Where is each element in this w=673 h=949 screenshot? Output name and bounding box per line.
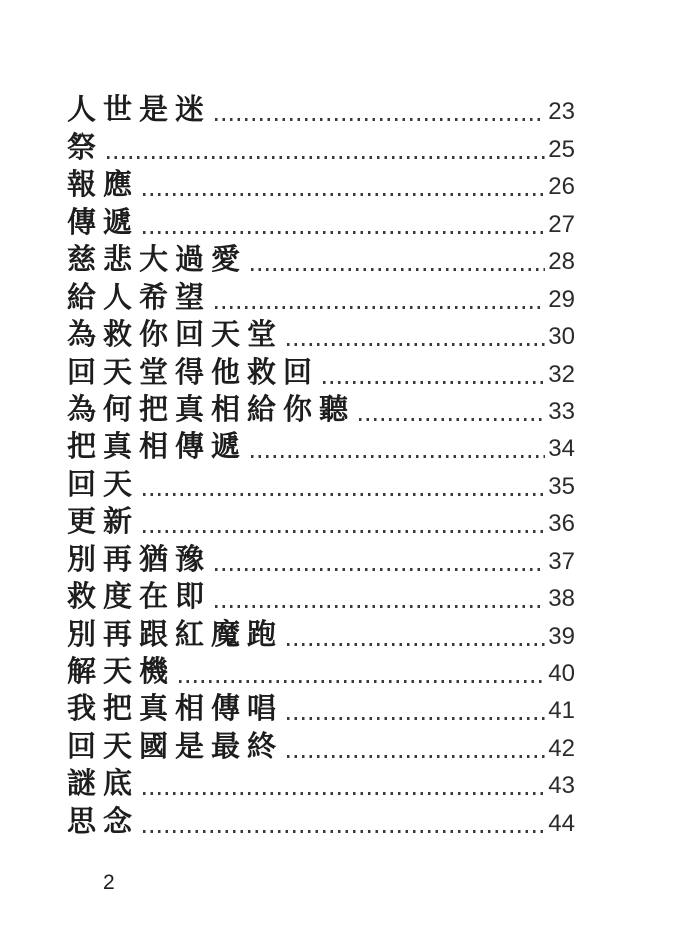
toc-entry[interactable] — [67, 354, 575, 395]
toc-entry[interactable] — [67, 541, 575, 582]
dot-leader — [359, 418, 545, 421]
toc-entry-page-number: 43 — [548, 772, 575, 800]
dot-leader — [287, 643, 545, 646]
toc-entry[interactable] — [67, 317, 575, 358]
toc-entry-title[interactable]: 傳遞 — [67, 204, 140, 239]
toc-entry-page-number: 28 — [548, 248, 575, 276]
toc-entry[interactable] — [67, 691, 575, 732]
toc-entry-page-number: 40 — [548, 660, 575, 687]
toc-entry[interactable] — [67, 391, 575, 433]
toc-entry-page-number: 34 — [548, 435, 575, 463]
toc-entry[interactable] — [67, 429, 575, 470]
toc-entry-page-number: 36 — [548, 510, 575, 538]
toc-entry-page-number: 35 — [548, 472, 575, 500]
toc-entry-page-number: 25 — [548, 135, 575, 163]
toc-entry-page-number: 38 — [548, 585, 575, 613]
toc-entry-page-number: 23 — [548, 98, 575, 126]
toc-entry-page-number: 41 — [548, 697, 575, 725]
toc-entry[interactable] — [67, 92, 575, 133]
dot-leader — [107, 156, 545, 159]
toc-entry-title[interactable]: 救度在即 — [67, 579, 212, 614]
toc-entry-page-number: 39 — [548, 622, 575, 650]
dot-leader — [143, 193, 545, 196]
toc-entry[interactable] — [67, 242, 575, 283]
dot-leader — [143, 493, 545, 496]
dot-leader — [251, 455, 545, 458]
dot-leader — [143, 792, 545, 795]
dot-leader — [143, 231, 545, 234]
toc-entry-page-number: 37 — [548, 547, 575, 575]
toc-entry[interactable] — [67, 766, 575, 807]
toc-entry-title[interactable]: 更新 — [67, 504, 140, 539]
toc-entry-page-number: 42 — [548, 734, 575, 762]
dot-leader — [215, 118, 545, 121]
toc-entry[interactable] — [67, 466, 575, 507]
dot-leader — [251, 268, 545, 271]
toc-entry[interactable] — [67, 204, 575, 245]
toc-entry[interactable] — [67, 129, 575, 170]
toc-entry[interactable] — [67, 504, 575, 545]
toc-entry-page-number: 26 — [548, 173, 575, 201]
toc-entry-title[interactable]: 人世是迷 — [67, 92, 212, 127]
toc-entry-title[interactable]: 謎底 — [67, 766, 140, 801]
toc-entry-page-number: 29 — [548, 285, 575, 313]
toc-entry[interactable] — [67, 654, 575, 695]
toc-entry[interactable] — [67, 616, 575, 657]
page-number: 2 — [103, 871, 115, 894]
dot-leader — [215, 306, 545, 309]
toc-entry[interactable] — [67, 579, 575, 620]
dot-leader — [143, 830, 545, 833]
toc-entry-title[interactable]: 慈悲大過愛 — [67, 242, 248, 277]
toc-entry-page-number: 44 — [548, 809, 575, 837]
dot-leader — [287, 717, 545, 720]
toc-entry[interactable] — [67, 167, 575, 208]
toc-entry-page-number: 33 — [548, 397, 575, 425]
toc-entry-title[interactable]: 報應 — [67, 167, 140, 202]
toc-entry-title[interactable]: 為何把真相給你聽 — [67, 391, 356, 426]
toc-entry-title[interactable]: 回天 — [67, 466, 140, 501]
toc-entry-title[interactable]: 別再跟紅魔跑 — [67, 616, 284, 651]
toc-entry-title[interactable]: 回天國是最終 — [67, 728, 284, 763]
toc-entry-title[interactable]: 別再猶豫 — [67, 541, 212, 576]
dot-leader — [143, 530, 545, 533]
toc-entry[interactable] — [67, 728, 575, 769]
toc-entry-page-number: 27 — [548, 210, 575, 238]
toc-entry-title[interactable]: 思念 — [67, 803, 140, 838]
toc-entry-page-number: 30 — [548, 323, 575, 351]
dot-leader — [179, 680, 545, 683]
toc-entry[interactable] — [67, 803, 575, 844]
toc-list — [67, 92, 575, 845]
toc-entry-title[interactable]: 我把真相傳唱 — [67, 691, 284, 726]
dot-leader — [215, 568, 545, 571]
toc-entry-title[interactable]: 祭 — [67, 129, 104, 164]
dot-leader — [287, 343, 545, 346]
toc-entry-title[interactable]: 為救你回天堂 — [67, 317, 284, 352]
toc-entry-page-number: 32 — [548, 360, 575, 388]
toc-entry[interactable] — [67, 279, 575, 320]
dot-leader — [287, 755, 545, 758]
toc-entry-title[interactable]: 給人希望 — [67, 279, 212, 314]
toc-entry-title[interactable]: 解天機 — [67, 654, 176, 688]
toc-entry-title[interactable]: 回天堂得他救回 — [67, 354, 320, 389]
dot-leader — [323, 381, 545, 384]
toc-entry-title[interactable]: 把真相傳遞 — [67, 429, 248, 464]
dot-leader — [215, 605, 545, 608]
